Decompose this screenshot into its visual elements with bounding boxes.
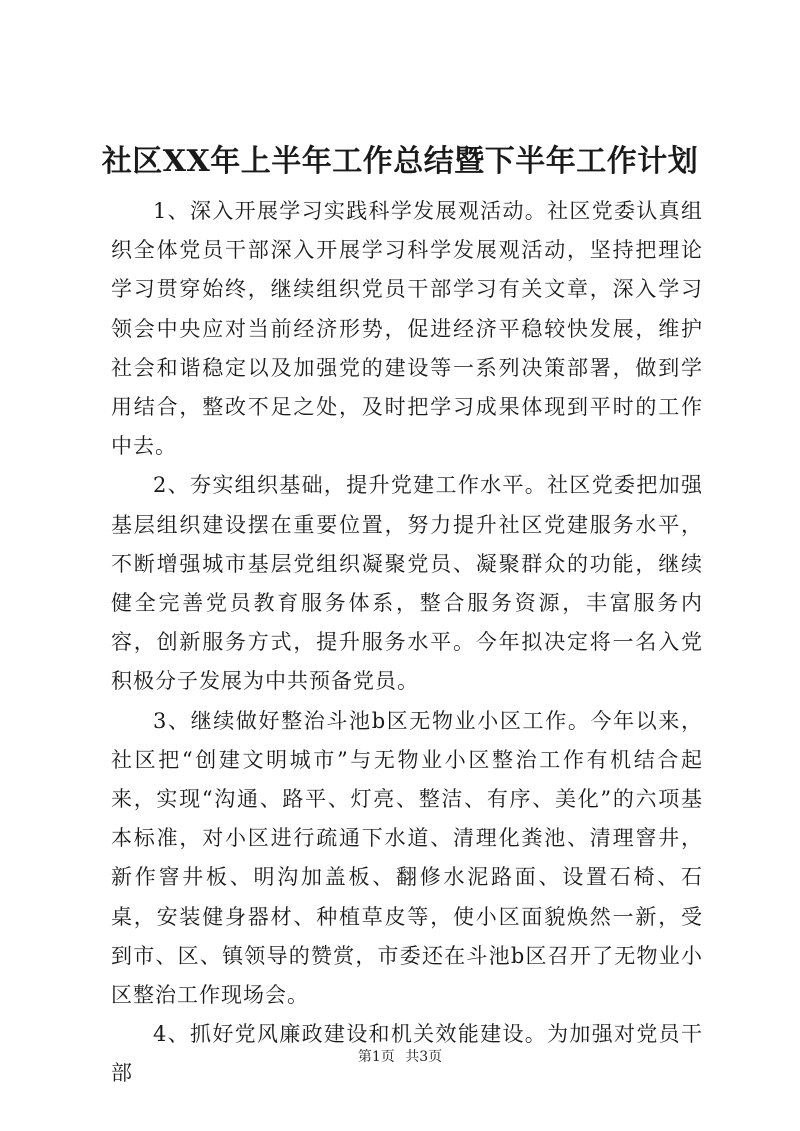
document-title: 社区XX年上半年工作总结暨下半年工作计划 bbox=[101, 144, 699, 179]
paragraph-4: 4、抓好党风廉政建设和机关效能建设。为加强对党员干部 bbox=[111, 1022, 703, 1086]
document-body bbox=[111, 192, 703, 1094]
paragraph-2: 2、夯实组织基础，提升党建工作水平。社区党委把加强基层组织建设摆在重要位置，努力提升社区党建服务水平，不断增强城市基层党组织凝聚党员、凝聚群众的功能，继续健全完善党员教育服务体系，整合服务资源，丰富服务内容，创新服务方式，提升服务水平。今年拟决定将一名入党积极分子发展为中共预备党员。 bbox=[111, 473, 703, 694]
paragraph-1: 1、深入开展学习实践科学发展观活动。社区党委认真组织全体党员干部深入开展学习科学发展观活动，坚持把理论学习贯穿始终，继续组织党员干部学习有关文章，深入学习领会中央应对当前经济形势，促进经济平稳较快发展，维护社会和谐稳定以及加强党的建设等一系列决策部署，做到学用结合，整改不足之处，及时把学习成果体现到平时的工作中去。 bbox=[111, 199, 703, 459]
page-total: 共3页 bbox=[405, 1049, 443, 1065]
page-footer bbox=[0, 1048, 800, 1066]
page-number: 第1页 bbox=[357, 1049, 395, 1065]
paragraph-3: 3、继续做好整治斗池b区无物业小区工作。今年以来，社区把“创建文明城市”与无物业小区整治工作有机结合起来，实现“沟通、路平、灯亮、整洁、有序、美化”的六项基本标准，对小区进行疏通下水道、清理化粪池、清理窨井，新作窨井板、明沟加盖板、翻修水泥路面、设置石椅、石桌，安装健身器材、种植草皮等，使小区面貌焕然一新，受到市、区、镇领导的赞赏，市委还在斗池b区召开了无物业小区整治工作现场会。 bbox=[111, 708, 703, 1008]
